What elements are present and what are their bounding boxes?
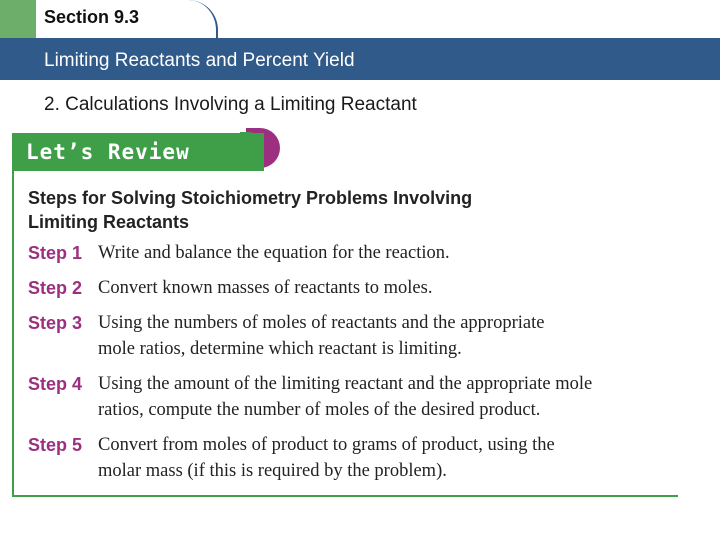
step-1-label: Step 1 — [28, 243, 83, 263]
review-heading-line-2: Limiting Reactants — [28, 212, 190, 232]
step-3-text — [98, 310, 670, 362]
step-4-label: Step 4 — [28, 374, 83, 394]
step-1-text — [98, 240, 670, 266]
step-2-line-1: Convert known masses of reactants to moles. — [98, 278, 433, 298]
review-heading — [28, 186, 548, 234]
step-5-text — [98, 432, 670, 484]
step-2-label: Step 2 — [28, 278, 83, 298]
step-4-line-2: ratios, compute the number of moles of the desired product. — [98, 400, 541, 420]
step-2-text — [98, 275, 670, 301]
step-1-line-1: Write and balance the equation for the reaction. — [98, 243, 450, 263]
step-3-label: Step 3 — [28, 313, 83, 333]
step-3-line-2: mole ratios, determine which reactant is limiting. — [98, 339, 462, 359]
step-5-label: Step 5 — [28, 435, 83, 455]
review-heading-line-1: Steps for Solving Stoichiometry Problems Involving — [28, 188, 473, 208]
step-4-line-1: Using the amount of the limiting reactant and the appropriate mole — [98, 374, 593, 394]
subheading: 2. Calculations Involving a Limiting Reactant — [44, 94, 417, 114]
slide-title: Limiting Reactants and Percent Yield — [44, 50, 355, 71]
step-4-text — [98, 371, 670, 423]
section-label: Section 9.3 — [44, 7, 140, 27]
step-3-line-1: Using the numbers of moles of reactants and the appropriate — [98, 313, 545, 333]
section-marker-square — [0, 0, 36, 38]
review-title: Let’s Review — [26, 140, 190, 164]
step-5-line-1: Convert from moles of product to grams of product, using the — [98, 435, 555, 455]
step-5-line-2: molar mass (if this is required by the problem). — [98, 461, 447, 481]
